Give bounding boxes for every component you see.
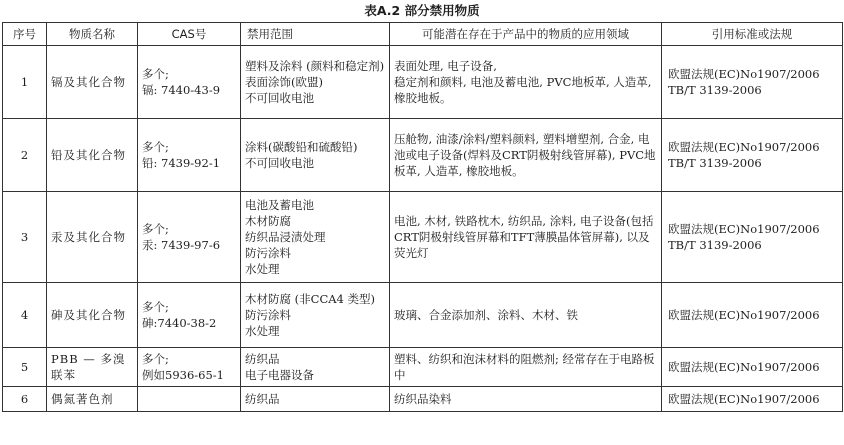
cell-application: 塑料、纺织和泡沫材料的阻燃剂; 经常存在于电路板中: [390, 348, 662, 387]
table-row: [3, 387, 843, 412]
header-row: [3, 23, 843, 46]
cell-no: 1: [3, 46, 47, 119]
cell-application: 压舱物, 油漆/涂料/塑料颜料, 塑料增塑剂, 合金, 电池或电子设备(焊料及CRT阴极射线管屏幕), PVC地板革, 人造革, 橡胶地板。: [390, 119, 662, 192]
cell-name: 镉及其化合物: [47, 46, 138, 119]
table-row: [3, 119, 843, 192]
header-scope: 禁用范围: [241, 23, 390, 46]
header-standard: 引用标准或法规: [662, 23, 843, 46]
table-row: [3, 348, 843, 387]
cell-application: 纺织品染料: [390, 387, 662, 412]
cell-no: 6: [3, 387, 47, 412]
cell-scope: 电池及蓄电池 木材防腐 纺织品浸渍处理 防污涂料 水处理: [241, 192, 390, 283]
cell-name: PBB — 多溴联苯: [47, 348, 138, 387]
table-caption: 表A.2 部分禁用物质: [364, 3, 480, 18]
cell-scope: 纺织品: [241, 387, 390, 412]
header-cas: CAS号: [138, 23, 241, 46]
header-name: 物质名称: [47, 23, 138, 46]
cell-application: 电池, 木材, 铁路枕木, 纺织品, 涂料, 电子设备(包括CRT阴极射线管屏幕和TFT薄膜晶体管屏幕), 以及荧光灯: [390, 192, 662, 283]
cell-name: 铅及其化合物: [47, 119, 138, 192]
cell-application: 玻璃、合金添加剂、涂料、木材、铁: [390, 283, 662, 348]
cell-application: 表面处理, 电子设备, 稳定剂和颜料, 电池及蓄电池, PVC地板革, 人造革, 橡胶地板。: [390, 46, 662, 119]
cell-cas: 多个; 例如5936-65-1: [138, 348, 241, 387]
cell-name: 汞及其化合物: [47, 192, 138, 283]
cell-cas: 多个; 铅: 7439-92-1: [138, 119, 241, 192]
cell-name: 砷及其化合物: [47, 283, 138, 348]
cell-no: 5: [3, 348, 47, 387]
table-row: [3, 192, 843, 283]
banned-substances-table: [2, 22, 843, 412]
header-no: 序号: [3, 23, 47, 46]
cell-standard: 欧盟法规(EC)No1907/2006: [662, 348, 843, 387]
cell-scope: 塑料及涂料 (颜料和稳定剂)表面涂饰(欧盟) 不可回收电池: [241, 46, 390, 119]
table-row: [3, 283, 843, 348]
cell-scope: 涂料(碳酸铅和硫酸铅) 不可回收电池: [241, 119, 390, 192]
cell-standard: 欧盟法规(EC)No1907/2006: [662, 387, 843, 412]
cell-scope: 木材防腐 (非CCA4 类型) 防污涂料 水处理: [241, 283, 390, 348]
cell-cas: 多个; 砷:7440-38-2: [138, 283, 241, 348]
header-application: 可能潜在存在于产品中的物质的应用领域: [390, 23, 662, 46]
table-row: [3, 46, 843, 119]
cell-standard: 欧盟法规(EC)No1907/2006 TB/T 3139-2006: [662, 192, 843, 283]
cell-no: 4: [3, 283, 47, 348]
cell-standard: 欧盟法规(EC)No1907/2006 TB/T 3139-2006: [662, 119, 843, 192]
cell-no: 3: [3, 192, 47, 283]
cell-cas: 多个; 镉: 7440-43-9: [138, 46, 241, 119]
cell-cas: 多个; 汞: 7439-97-6: [138, 192, 241, 283]
cell-standard: 欧盟法规(EC)No1907/2006 TB/T 3139-2006: [662, 46, 843, 119]
cell-scope: 纺织品 电子电器设备: [241, 348, 390, 387]
cell-cas: [138, 387, 241, 412]
cell-standard: 欧盟法规(EC)No1907/2006: [662, 283, 843, 348]
cell-name: 偶氮著色剂: [47, 387, 138, 412]
cell-no: 2: [3, 119, 47, 192]
